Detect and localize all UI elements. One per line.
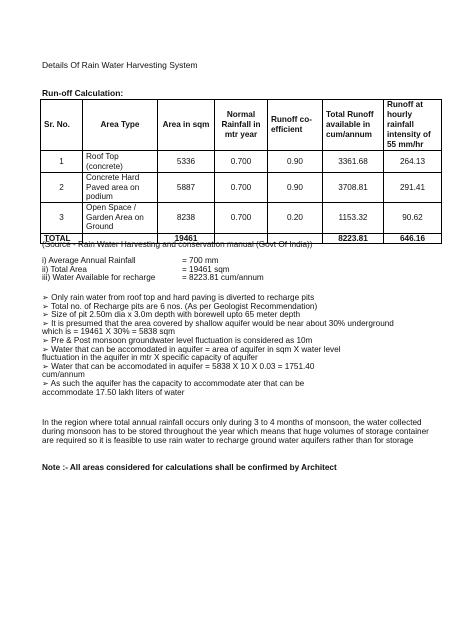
bullet-line: ➢ Pre & Post monsoon groundwater level fluctuation is considered as 10m: [42, 335, 313, 345]
table-row: [41, 202, 442, 233]
bullet-line: cum/annum: [42, 370, 85, 380]
table-cell: 3708.81: [323, 173, 384, 203]
table-cell: 8223.81: [323, 233, 384, 243]
bullet-line: ➢ It is presumed that the area covered by shallow aquifer would be near about 30% underground: [42, 318, 394, 328]
table-cell: 90.62: [384, 202, 442, 233]
column-header: Total Runoff available in cum/annum: [323, 100, 384, 151]
bullet-line: fluctuation in the aquifer in mtr X specific capacity of aquifer: [42, 353, 258, 363]
bullet-line: which is = 19461 X 30% = 5838 sqm: [42, 327, 175, 337]
table-cell: 8238: [158, 202, 215, 233]
bullet-line: ➢ Only rain water from roof top and hard paving is diverted to recharge pits: [42, 293, 315, 302]
fact-value: = 700 mm: [182, 256, 219, 265]
column-header: Area Type: [83, 100, 158, 151]
architect-note: Note :- All areas considered for calculations shall be confirmed by Architect: [42, 463, 337, 472]
column-header: Runoff co-efficient: [268, 100, 323, 151]
table-cell: 291.41: [384, 173, 442, 203]
table-row: [41, 151, 442, 173]
table-cell: TOTAL: [41, 233, 83, 243]
column-header: Normal Rainfall in mtr year: [215, 100, 268, 151]
table-cell: 5336: [158, 151, 215, 173]
fact-label: ii) Total Area: [42, 264, 87, 274]
section-heading: Run-off Calculation:: [42, 88, 124, 98]
table-cell: 5887: [158, 173, 215, 203]
summary-facts: [42, 257, 264, 283]
table-cell: 3: [41, 202, 83, 233]
bullet-line: ➢ Size of pit 2.50m dia x 3.0m depth with borewell upto 65 meter depth: [42, 310, 301, 320]
table-cell: 0.20: [268, 202, 323, 233]
fact-label: i) Average Annual Rainfall: [42, 256, 136, 265]
column-header: Area in sqm: [158, 100, 215, 151]
table-cell: 646.16: [384, 233, 442, 243]
table-cell: Concrete Hard Paved area on podium: [83, 173, 158, 203]
bullet-line: ➢ Water that can be accomodated in aquifer = 5838 X 10 X 0.03 = 1751.40: [42, 361, 315, 371]
table-cell: 2: [41, 173, 83, 203]
table-cell: 264.13: [384, 151, 442, 173]
column-header: Runoff at hourly rainfall intensity of 55 mm/hr: [384, 100, 442, 151]
table-cell: 1: [41, 151, 83, 173]
document-heading: Details Of Rain Water Harvesting System: [42, 60, 198, 70]
region-paragraph: In the region where total annual rainfall occurs only during 3 to 4 months of monsoon, the water collected during monsoon has to be stored throughout the year which means that huge volumes of storage container are required so it is feasible to use rain water to recharge ground water aquifers rather than for storage: [42, 418, 429, 446]
table-cell: 0.90: [268, 151, 323, 173]
bullet-list: [42, 294, 442, 397]
table-cell: Roof Top (concrete): [83, 151, 158, 173]
bullet-line: ➢ Water that can be accomodated in aquifer = area of aquifer in sqm X water level: [42, 344, 341, 354]
runoff-table: [40, 99, 442, 244]
table-cell: 0.90: [268, 173, 323, 203]
table-header-row: [41, 100, 442, 151]
column-header: Sr. No.: [41, 100, 83, 151]
table-cell: 19461: [158, 233, 215, 243]
bullet-line: ➢ Total no. of Recharge pits are 6 nos. (As per Geologist Recommendation): [42, 301, 318, 311]
table-cell: 0.700: [215, 151, 268, 173]
table-row: [41, 173, 442, 203]
source-citation: (Source - Rain Water Harvesting and conservation manual (Govt Of India)): [42, 240, 313, 249]
bullet-line: ➢ As such the aquifer has the capacity to accommodate ater that can be: [42, 378, 305, 388]
bullet-line: accommodate 17.50 lakh liters of water: [42, 387, 185, 397]
table-cell: Open Space / Garden Area on Ground: [83, 202, 158, 233]
table-cell: 0.700: [215, 202, 268, 233]
table-cell: 0.700: [215, 173, 268, 203]
fact-value: = 19461 sqm: [182, 264, 230, 274]
table-cell: 1153.32: [323, 202, 384, 233]
fact-label: iii) Water Available for recharge: [42, 273, 156, 283]
fact-row: [42, 274, 264, 283]
fact-value: = 8223.81 cum/annum: [182, 273, 264, 283]
table-cell: 3361.68: [323, 151, 384, 173]
